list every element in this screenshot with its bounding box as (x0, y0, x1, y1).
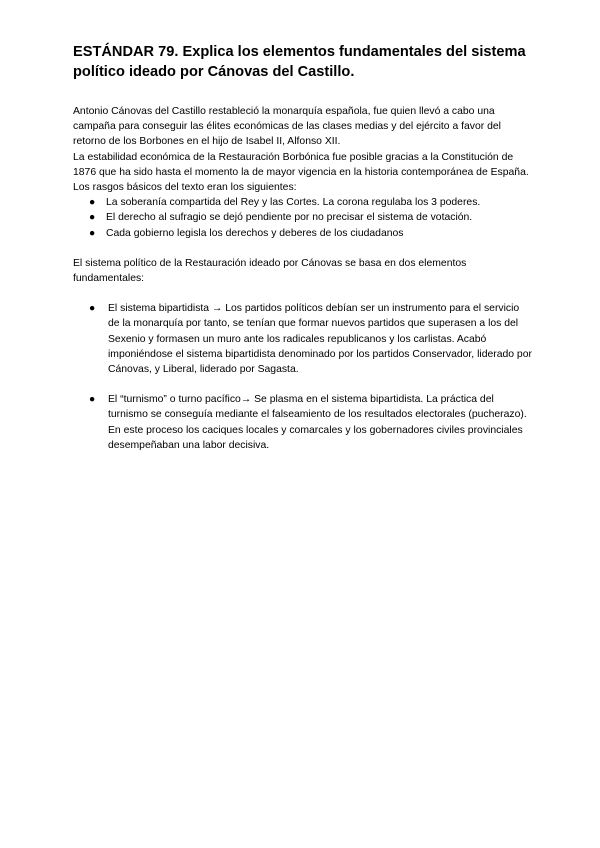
list-item-text: El sistema bipartidista → Los partidos políticos debían ser un instrumento para el servicio de la monarquía por tanto, se tenían que formar nuevos partidos que superasen a los del Sexenio y formasen un muro ante los radicales republicanos y los carlistas. Acabó imponiéndose el sistema bipartidista denominado por los partidos Conservador, liderado por Cánovas, y Liberal, liderado por Sagasta. (108, 303, 532, 376)
bullet-icon: ● (89, 227, 96, 239)
bullet-icon: ● (89, 303, 96, 315)
list-item (89, 301, 533, 377)
list-item-text: La soberanía compartida del Rey y las Cortes. La corona regulaba los 3 poderes. (106, 197, 481, 209)
list-item (89, 226, 533, 241)
list-item-text: El derecho al sufragio se dejó pendiente por no precisar el sistema de votación. (106, 212, 473, 224)
list-item (89, 392, 533, 453)
basic-traits-list (73, 195, 533, 241)
list-item (89, 195, 533, 210)
paragraph-restoration-intro: Antonio Cánovas del Castillo restableció la monarquía española, fue quien llevó a cabo una campaña para conseguir las élites económicas de las clases medias y del ejército a favor del retorno de los Borbones en el hijo de Isabel II, Alfonso XII. (73, 106, 501, 148)
bullet-icon: ● (89, 212, 96, 224)
document-title: ESTÁNDAR 79. Explica los elementos fundamentales del sistema político ideado por Cánovas del Castillo. (73, 44, 526, 80)
paragraph-basic-traits-intro: Los rasgos básicos del texto eran los siguientes: (73, 182, 297, 194)
bullet-icon: ● (89, 197, 96, 209)
list-item (89, 210, 533, 225)
fundamental-elements-list (73, 301, 533, 453)
list-item-text: El “turnismo” o turno pacífico→ Se plasma en el sistema bipartidista. La práctica del turnismo se conseguía mediante el falseamiento de los resultados electorales (pucherazo). En este proceso los caciques locales y comarcales y los gobernadores civiles provinciales desempeñaban una labor decisiva. (108, 394, 527, 451)
paragraph-constitution-1876: La estabilidad económica de la Restauración Borbónica fue posible gracias a la Constitución de 1876 que ha sido hasta el momento la de mayor vigencia en la historia contemporánea de España. (73, 151, 529, 178)
paragraph-political-system-intro: El sistema político de la Restauración ideado por Cánovas se basa en dos elementos fundamentales: (73, 257, 467, 285)
document-page (73, 42, 533, 453)
list-item-text: Cada gobierno legisla los derechos y deberes de los ciudadanos (106, 227, 404, 239)
bullet-icon: ● (89, 394, 96, 406)
